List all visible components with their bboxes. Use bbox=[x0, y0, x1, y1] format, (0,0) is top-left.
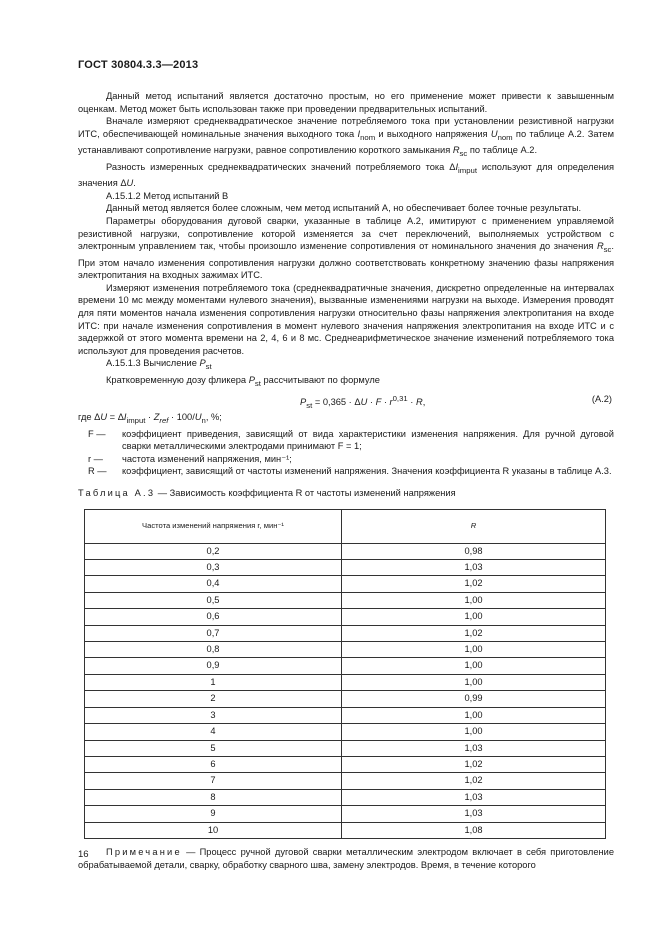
cell-r-value: 1,03 bbox=[342, 740, 606, 756]
cell-r-value: 0,98 bbox=[342, 543, 606, 559]
table-row bbox=[85, 822, 606, 838]
table-row bbox=[85, 707, 606, 723]
cell-r-value: 1,00 bbox=[342, 642, 606, 658]
cell-r-value: 1,03 bbox=[342, 789, 606, 805]
paragraph-method-a-summary: Данный метод испытаний является достаточно простым, но его применение может привести к завышенным оценкам. Метод может быть использован также при проведении предварительных испытаний. bbox=[78, 91, 614, 114]
cell-frequency: 7 bbox=[85, 773, 342, 789]
cell-frequency: 10 bbox=[85, 822, 342, 838]
table-row bbox=[85, 740, 606, 756]
cell-r-value: 1,03 bbox=[342, 806, 606, 822]
table-row bbox=[85, 658, 606, 674]
cell-frequency: 9 bbox=[85, 806, 342, 822]
cell-frequency: 5 bbox=[85, 740, 342, 756]
table-row bbox=[85, 609, 606, 625]
paragraph-measurements: Измеряют изменения потребляемого тока (среднеквадратичные значения, дискретно определенные на интервалах времени 10 мс между моментами нулевого значения), вызванные изменениями нагрузки на выходе. Измерения проводят для пяти моментов начала изменения сопротивления нагрузки относительно фазы напряжения электропитания на входе ИТС: при начале изменения сопротивления в момент нулевого значения напряжения электропитания на входе ИТС и с задержкой от этого момента времени на 2, 4, 6 и 8 мс. Среднеарифметическое значение изменений потребляемого тока используют для проведения расчетов. bbox=[78, 282, 614, 356]
table-row bbox=[85, 592, 606, 608]
cell-frequency: 8 bbox=[85, 789, 342, 805]
cell-frequency: 0,8 bbox=[85, 642, 342, 658]
section-a-15-1-3: А.15.1.3 Вычисление $P_{st}$ bbox=[106, 358, 212, 372]
paragraph-method-b-summary: Данный метод является более сложным, чем метод испытаний А, но обеспечивает более точные результаты. bbox=[106, 203, 582, 214]
table-row bbox=[85, 642, 606, 658]
where-clause: где $\Delta U = \Delta I_{imput} \cdot Z_{ref} \cdot 100/U_n$, %; bbox=[78, 412, 222, 426]
cell-r-value: 1,00 bbox=[342, 592, 606, 608]
cell-frequency: 6 bbox=[85, 756, 342, 772]
cell-r-value: 1,02 bbox=[342, 576, 606, 592]
document-body bbox=[78, 90, 614, 871]
table-row bbox=[85, 543, 606, 559]
cell-r-value: 1,02 bbox=[342, 625, 606, 641]
table-caption: Таблица А.3 — Зависимость коэффициента R от частоты изменений напряжения bbox=[78, 488, 456, 499]
definition-item: r — частота изменений напряжения, мин⁻¹; bbox=[88, 453, 292, 464]
cell-r-value: 1,00 bbox=[342, 707, 606, 723]
table-note: Примечание — Процесс ручной дуговой сварки металлическим электродом включает в себя приготовление обрабатываемой детали, сварку, обработку сварного шва, замену электродов. Время, в течение которого bbox=[78, 846, 614, 870]
cell-frequency: 3 bbox=[85, 707, 342, 723]
cell-frequency: 0,4 bbox=[85, 576, 342, 592]
paragraph-difference: Разность измеренных среднеквадратических значений потребляемого тока $\Delta I_{imput}$ используют для определения значения ΔU. bbox=[78, 161, 614, 189]
cell-frequency: 1 bbox=[85, 674, 342, 690]
table-row bbox=[85, 756, 606, 772]
cell-frequency: 4 bbox=[85, 724, 342, 740]
paragraph-flicker-dose: Кратковременную дозу фликера $P_{st}$ рассчитывают по формуле bbox=[106, 374, 380, 388]
table-row bbox=[85, 674, 606, 690]
paragraph-first-measurement: Вначале измеряют среднеквадратическое значение потребляемого тока при установлении резистивной нагрузки ИТС, обеспечивающей номинальные значения выходного тока $I_{nom}$ и выходного напряжения $U_{nom}$ по таблице А.2. Затем устанавливают сопротивление нагрузки, равное сопротивлению короткого замыкания $R_{sc}$ по таблице А.2. bbox=[78, 116, 614, 159]
definition-item: R — коэффициент, зависящий от частоты изменений напряжения. Значения коэффициента R указаны в таблице А.3. bbox=[88, 466, 612, 477]
table-row bbox=[85, 576, 606, 592]
cell-r-value: 1,00 bbox=[342, 658, 606, 674]
table-header-row bbox=[85, 509, 606, 543]
definition-item: F — коэффициент приведения, зависящий от вида характеристики изменения напряжения. Для ручной дуговой сварки металлическими электродами принимают F = 1; bbox=[88, 428, 614, 452]
cell-frequency: 0,6 bbox=[85, 609, 342, 625]
cell-r-value: 1,02 bbox=[342, 773, 606, 789]
table-row bbox=[85, 789, 606, 805]
cell-r-value: 1,00 bbox=[342, 609, 606, 625]
cell-r-value: 1,03 bbox=[342, 560, 606, 576]
cell-frequency: 0,2 bbox=[85, 543, 342, 559]
cell-frequency: 2 bbox=[85, 691, 342, 707]
table-row bbox=[85, 724, 606, 740]
cell-frequency: 0,7 bbox=[85, 625, 342, 641]
cell-r-value: 1,02 bbox=[342, 756, 606, 772]
table-row bbox=[85, 773, 606, 789]
cell-r-value: 0,99 bbox=[342, 691, 606, 707]
paragraph-parameters: Параметры оборудования дуговой сварки, указанные в таблице А.2, имитируют с применением управляемой резистивной нагрузки, сопротивление которой изменяется за счет переключений, выполняемых устройством с электронным управлением так, чтобы произошло изменение сопротивления от номинального значения до значения $R_{sc}$. При этом начало изменения сопротивления нагрузки должно соответствовать конкретному значению фазы напряжения электропитания на входных зажимах ИТС. bbox=[78, 215, 614, 281]
document-header: ГОСТ 30804.3.3—2013 bbox=[78, 59, 199, 71]
table-row bbox=[85, 625, 606, 641]
table-row bbox=[85, 560, 606, 576]
formula-expression: $P_{st} = 0,365 \cdot \Delta U \cdot F \cdot r^{0,31} \cdot R$, bbox=[300, 394, 426, 411]
cell-frequency: 0,5 bbox=[85, 592, 342, 608]
cell-frequency: 0,3 bbox=[85, 560, 342, 576]
header-frequency: Частота изменений напряжения r, мин⁻¹ bbox=[85, 509, 342, 543]
definitions-list bbox=[78, 428, 614, 478]
table-row bbox=[85, 806, 606, 822]
cell-r-value: 1,00 bbox=[342, 674, 606, 690]
table-row bbox=[85, 691, 606, 707]
cell-r-value: 1,00 bbox=[342, 724, 606, 740]
cell-r-value: 1,08 bbox=[342, 822, 606, 838]
page-number: 16 bbox=[78, 849, 89, 860]
formula-number: (А.2) bbox=[591, 394, 612, 405]
cell-frequency: 0,9 bbox=[85, 658, 342, 674]
header-r: R bbox=[342, 509, 606, 543]
formula-a2 bbox=[78, 393, 614, 411]
section-a-15-1-2: А.15.1.2 Метод испытаний В bbox=[106, 190, 229, 201]
table-a3 bbox=[84, 509, 606, 839]
